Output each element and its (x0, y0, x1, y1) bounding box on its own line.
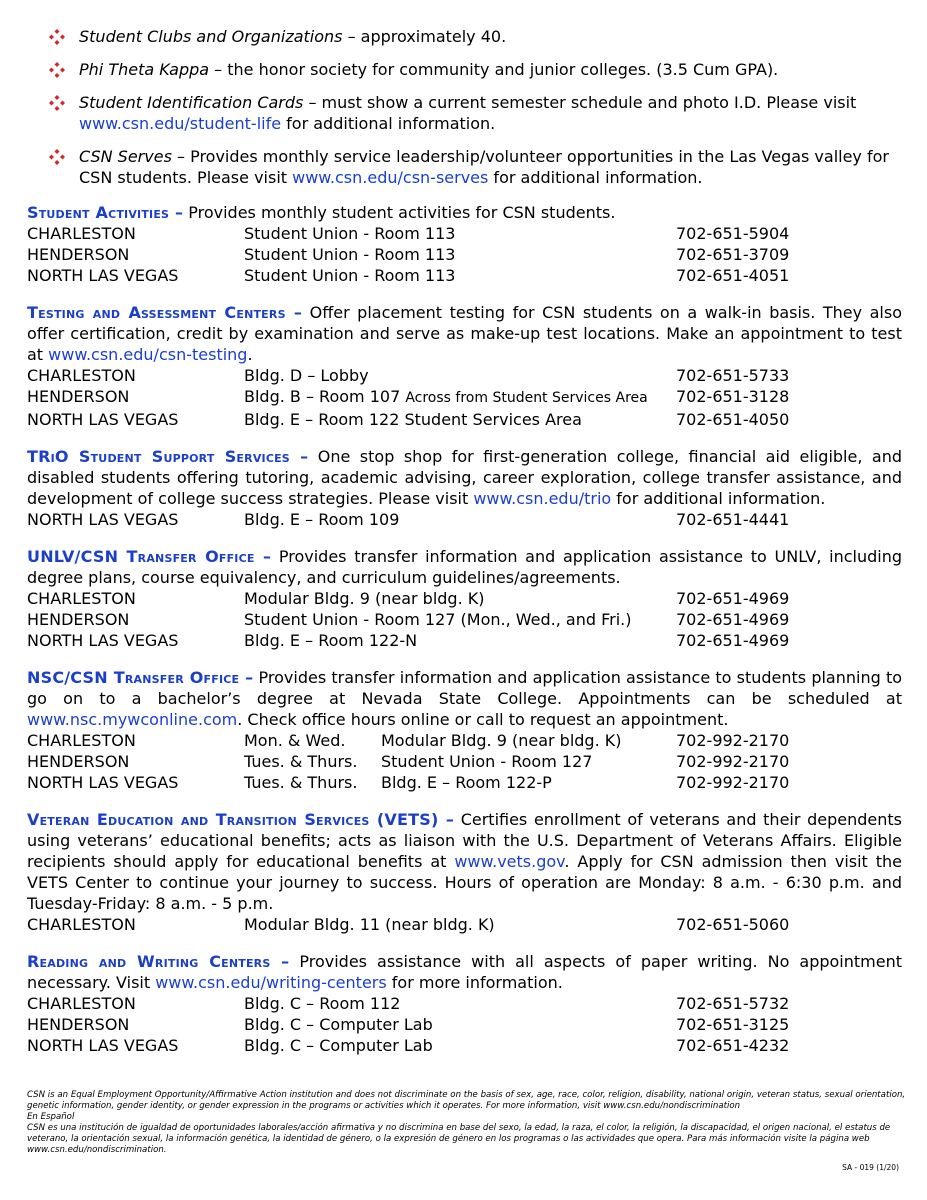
campus-name: HENDERSON (27, 610, 130, 629)
campus-name: CHARLESTON (27, 224, 136, 243)
location: Bldg. D – Lobby (244, 366, 369, 385)
section-student-activities (27, 202, 902, 286)
section-writing-centers (27, 951, 902, 1056)
location: Bldg. E – Room 122-P (381, 773, 552, 792)
bullet-item (27, 146, 902, 188)
bullet-item (27, 59, 902, 80)
location-row (27, 1035, 902, 1056)
phone-number: 702-651-4051 (676, 266, 790, 285)
location: Bldg. C – Computer Lab (244, 1036, 433, 1055)
section-heading: NSC/CSN Transfer Office – (27, 668, 254, 687)
section-after: for additional information. (611, 489, 826, 508)
section-description: Provides assistance with all aspects of paper writing. No appointment necessary. Visit (27, 952, 902, 992)
document-number: SA - 019 (1/20) (842, 1163, 899, 1172)
vets-gov-link[interactable]: www.vets.gov (454, 852, 565, 871)
section-nsc-transfer (27, 667, 902, 793)
phone-number: 702-651-5060 (676, 915, 790, 934)
location-row (27, 509, 902, 530)
footer-spanish: CSN es una institución de igualdad de oportunidades laborales/acción afirmativa y no discrimina en base del sexo, la edad, la raza, el color, la religión, la discapacidad, el origen nacional, el estatus de veterano, la orientación sexual, la información genética, la identidad de género, o la expresión de género en los programas o las actividades que opera. Para más información visite la página web www.csn.edu/nondiscrimination. (27, 1123, 891, 1155)
bullet-title: Phi Theta Kappa (79, 60, 210, 79)
location: Bldg. C – Computer Lab (244, 1015, 433, 1034)
bullet-text: – the honor society for community and junior colleges. (3.5 Cum GPA). (209, 60, 779, 79)
location-row (27, 223, 902, 244)
section-heading: TRiO Student Support Services – (27, 447, 309, 466)
campus-name: CHARLESTON (27, 366, 136, 385)
nsc-online-link[interactable]: www.nsc.mywconline.com (27, 710, 238, 729)
campus-name: NORTH LAS VEGAS (27, 1036, 179, 1055)
location: Modular Bldg. 9 (near bldg. K) (244, 589, 485, 608)
location-row (27, 751, 902, 772)
campus-name: CHARLESTON (27, 589, 136, 608)
section-unlv-transfer (27, 546, 902, 651)
section-trio (27, 446, 902, 530)
section-heading: Veteran Education and Transition Services (VETS) – (27, 810, 455, 829)
csn-serves-link[interactable]: www.csn.edu/csn-serves (292, 168, 489, 187)
four-diamond-bullet-icon (49, 95, 65, 111)
location: Student Union - Room 127 (381, 752, 593, 771)
bullet-title: CSN Serves (79, 147, 172, 166)
location: Bldg. B – Room 107 Across from Student Services Area (244, 387, 648, 406)
section-after: . (247, 345, 253, 364)
section-description: Offer placement testing for CSN students on a walk-in basis. They also offer certification, credit by examination and serve as make-up test locations. Make an appointment to test at (27, 303, 902, 364)
section-description: Certifies enrollment of veterans and their dependents using veterans’ educational benefits; acts as liaison with the U.S. Department of Veterans Affairs. Eligible recipients should apply for educational benefits at (27, 810, 903, 871)
bullet-title: Student Clubs and Organizations (79, 27, 343, 46)
phone-number: 702-651-4969 (676, 589, 790, 608)
footer-english: CSN is an Equal Employment Opportunity/Affirmative Action institution and does not discriminate on the basis of sex, age, race, color, religion, disability, national origin, veteran status, sexual orientation, genetic information, gender identity, or gender expression in the programs or activities which it operates. For more information, visit www.csn.edu/nondiscrimination (27, 1090, 906, 1111)
office-days: Tues. & Thurs. (244, 773, 358, 792)
footer-spanish-label: En Español (27, 1112, 75, 1122)
phone-number: 702-651-5733 (676, 366, 790, 385)
location: Modular Bldg. 11 (near bldg. K) (244, 915, 495, 934)
location: Modular Bldg. 9 (near bldg. K) (381, 731, 622, 750)
four-diamond-bullet-icon (49, 62, 65, 78)
bullet-text: – Provides monthly service leadership/volunteer opportunities in the Las Vegas valley for CSN students. Please visit (79, 147, 889, 187)
campus-name: HENDERSON (27, 752, 130, 771)
office-days: Tues. & Thurs. (244, 752, 358, 771)
section-description: Provides transfer information and application assistance to UNLV, including degree plans, course equivalency, and curriculum guidelines/agreements. (27, 547, 902, 587)
location-row (27, 609, 902, 630)
four-diamond-bullet-icon (49, 29, 65, 45)
phone-number: 702-651-4969 (676, 610, 790, 629)
bullet-text: – approximately 40. (342, 27, 507, 46)
location: Bldg. C – Room 112 (244, 994, 401, 1013)
phone-number: 702-651-4232 (676, 1036, 790, 1055)
bullet-after: for additional information. (488, 168, 703, 187)
section-heading: UNLV/CSN Transfer Office – (27, 547, 272, 566)
services-bullet-list (27, 26, 902, 188)
campus-name: CHARLESTON (27, 915, 136, 934)
bullet-item (27, 26, 902, 47)
office-days: Mon. & Wed. (244, 731, 346, 750)
location-row (27, 409, 902, 430)
bullet-title: Student Identification Cards (79, 93, 304, 112)
location-row (27, 588, 902, 609)
bullet-after: for additional information. (281, 114, 496, 133)
campus-name: NORTH LAS VEGAS (27, 773, 179, 792)
phone-number: 702-651-4441 (676, 510, 790, 529)
section-after: for more information. (386, 973, 563, 992)
location-row (27, 993, 902, 1014)
phone-number: 702-992-2170 (676, 731, 790, 750)
phone-number: 702-992-2170 (676, 773, 790, 792)
phone-number: 702-651-4050 (676, 410, 790, 429)
student-life-link[interactable]: www.csn.edu/student-life (79, 114, 282, 133)
nondiscrimination-footer (27, 1090, 907, 1156)
location-note: Across from Student Services Area (405, 390, 648, 406)
bullet-item (27, 92, 902, 134)
section-heading: Student Activities – (27, 203, 184, 222)
campus-name: CHARLESTON (27, 731, 136, 750)
location-row (27, 630, 902, 651)
section-description: Provides transfer information and application assistance to students planning to go on to a bachelor’s degree at Nevada State College. Appointments can be scheduled at (27, 668, 903, 708)
four-diamond-bullet-icon (49, 149, 65, 165)
section-after: . Apply for CSN admission then visit the VETS Center to continue your journey to success. Hours of operation are Monday: 8 a.m. - 6:30 p.m. and Tuesday-Friday: 8 a.m. - 5 p.m. (27, 852, 902, 913)
location: Student Union - Room 113 (244, 266, 456, 285)
location-row (27, 265, 902, 286)
location: Student Union - Room 127 (Mon., Wed., and Fri.) (244, 610, 632, 629)
phone-number: 702-651-3125 (676, 1015, 790, 1034)
location-row (27, 365, 902, 386)
campus-name: NORTH LAS VEGAS (27, 631, 179, 650)
campus-name: NORTH LAS VEGAS (27, 510, 179, 529)
location-row (27, 244, 902, 265)
section-vets (27, 809, 902, 935)
location: Student Union - Room 113 (244, 224, 456, 243)
section-testing-assessment (27, 302, 902, 430)
location-row (27, 914, 902, 935)
document-page (27, 26, 902, 1056)
campus-name: HENDERSON (27, 245, 130, 264)
location-row (27, 772, 902, 793)
trio-link[interactable]: www.csn.edu/trio (473, 489, 612, 508)
location: Bldg. E – Room 109 (244, 510, 400, 529)
location: Bldg. E – Room 122 Student Services Area (244, 410, 582, 429)
csn-testing-link[interactable]: www.csn.edu/csn-testing (48, 345, 248, 364)
phone-number: 702-651-3709 (676, 245, 790, 264)
section-heading: Reading and Writing Centers – (27, 952, 290, 971)
writing-centers-link[interactable]: www.csn.edu/writing-centers (155, 973, 387, 992)
section-description: Provides monthly student activities for CSN students. (183, 203, 616, 222)
location: Bldg. E – Room 122-N (244, 631, 418, 650)
location: Student Union - Room 113 (244, 245, 456, 264)
campus-name: HENDERSON (27, 1015, 130, 1034)
phone-number: 702-651-5732 (676, 994, 790, 1013)
location-row (27, 730, 902, 751)
location-row (27, 1014, 902, 1035)
phone-number: 702-651-3128 (676, 387, 790, 406)
phone-number: 702-651-4969 (676, 631, 790, 650)
section-description: One stop shop for first-generation college, financial aid eligible, and disabled students offering tutoring, academic advising, career exploration, college transfer assistance, and development of college success strategies. Please visit (27, 447, 902, 508)
campus-name: NORTH LAS VEGAS (27, 410, 179, 429)
campus-name: CHARLESTON (27, 994, 136, 1013)
location-row (27, 386, 902, 409)
phone-number: 702-992-2170 (676, 752, 790, 771)
section-heading: Testing and Assessment Centers – (27, 303, 303, 322)
bullet-text: – must show a current semester schedule and photo I.D. Please visit (303, 93, 857, 112)
section-after: . Check office hours online or call to request an appointment. (237, 710, 729, 729)
phone-number: 702-651-5904 (676, 224, 790, 243)
campus-name: HENDERSON (27, 387, 130, 406)
campus-name: NORTH LAS VEGAS (27, 266, 179, 285)
